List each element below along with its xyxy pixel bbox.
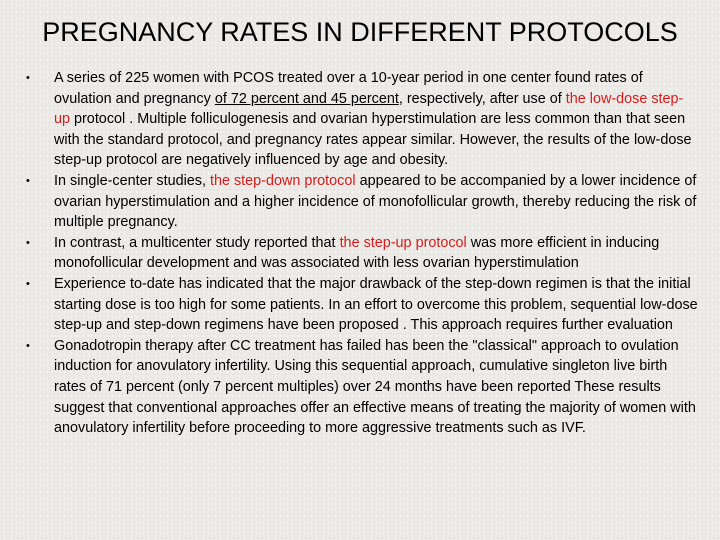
bullet-icon: • [26, 277, 30, 290]
bullet-2-highlight: the step-down protocol [209, 172, 356, 189]
bullet-1-text-c: protocol . Multiple folliculogenesis and ovarian hyperstimulation are less common than that seen with the standard protocol, and pregnancy rates appear similar. However, the results of the low-dose step-up protocol are negatively influenced by age and obesity. [54, 111, 692, 169]
bullet-1-text-b: , respectively, after use of [398, 90, 566, 107]
bullet-1-underlined-rates: of 72 percent and 45 percent [214, 90, 399, 107]
bullet-list [26, 68, 698, 439]
bullet-3-highlight: the step-up protocol [339, 234, 467, 251]
bullet-icon: • [26, 339, 30, 352]
bullet-1-highlight: the low-dose step-up [54, 90, 684, 128]
bullet-1-text-a: A series of 225 women with PCOS treated over a 10-year period in one center found rates of ovulation and pregnancy [54, 70, 643, 107]
bullet-item-5 [26, 336, 698, 439]
bullet-icon: • [26, 174, 30, 187]
bullet-5-text: Gonadotropin therapy after CC treatment has failed has been the "classical" approach to ovulation induction for anovulatory infertility. Using this sequential approach, cumulative singleton live birth rates of 71 percent (only 7 percent multiples) over 24 months have been reported These results suggest that conventional approaches offer an effective means of treating the majority of women with anovulatory infertility before proceeding to more aggressive treatments such as IVF. [54, 337, 696, 437]
bullet-2-text-a: In single-center studies, [54, 172, 210, 189]
bullet-4-text: Experience to-date has indicated that the major drawback of the step-down regimen is that the initial starting dose is too high for some patients. In an effort to overcome this problem, sequential low-dose step-up and step-down regimens have been proposed . This approach requires further evaluation [54, 275, 698, 334]
bullet-2-text-b: appeared to be accompanied by a lower incidence of ovarian hyperstimulation and a higher incidence of monofollicular growth, thereby reducing the risk of multiple pregnancy. [54, 172, 697, 231]
bullet-item-2 [26, 171, 698, 233]
slide-title: PREGNANCY RATES IN DIFFERENT PROTOCOLS [42, 17, 678, 47]
bullet-icon: • [26, 236, 30, 249]
bullet-3-text-b: was more efficient in inducing monofollicular development and was associated with less ovarian hyperstimulation [54, 234, 660, 272]
bullet-item-3 [26, 233, 698, 274]
bullet-item-4 [26, 274, 698, 336]
bullet-icon: • [26, 72, 30, 84]
bullet-3-text-a: In contrast, a multicenter study reported that [54, 234, 340, 251]
bullet-item-1 [26, 68, 698, 171]
